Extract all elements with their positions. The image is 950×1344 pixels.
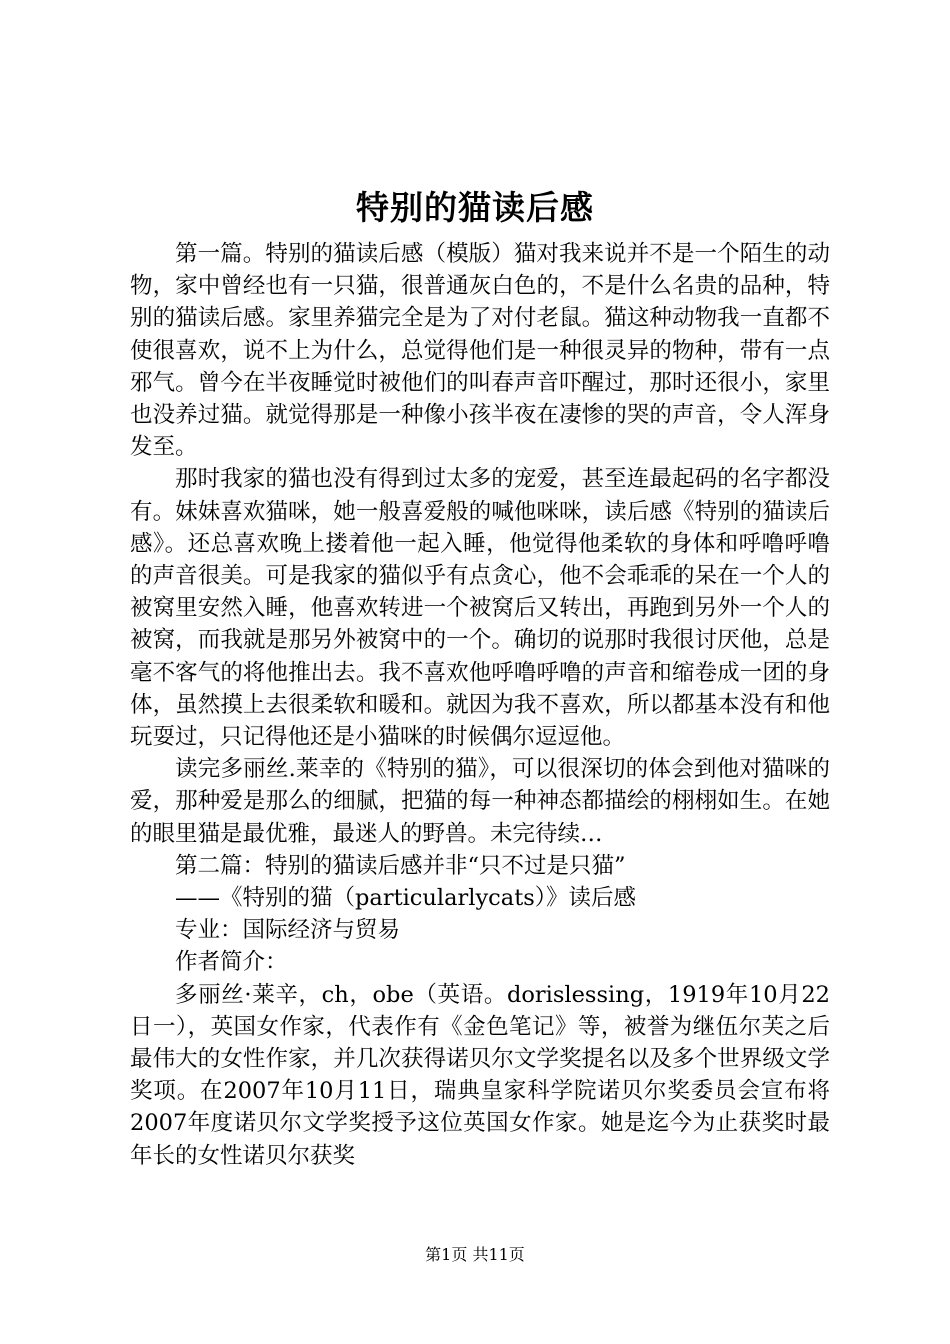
paragraph-2: 那时我家的猫也没有得到过太多的宠爱，甚至连最起码的名字都没有。妹妹喜欢猫咪，她一般喜爱般的喊他咪咪，读后感《特别的猫读后感》。还总喜欢晚上搂着他一起入睡，他觉得他柔软的身体和呼噜呼噜的声音很美。可是我家的猫似乎有点贪心，他不会乖乖的呆在一个人的被窝里安然入睡，他喜欢转进一个被窝后又转出，再跑到另外一个人的被窝，而我就是那另外被窝中的一个。确切的说那时我很讨厌他，总是毫不客气的将他推出去。我不喜欢他呼噜呼噜的声音和缩卷成一团的身体，虽然摸上去很柔软和暖和。就因为我不喜欢，所以都基本没有和他玩耍过，只记得他还是小猫咪的时候偶尔逗逗他。	[130, 466, 830, 751]
author-intro-heading: 作者简介：	[175, 949, 288, 976]
paragraph-1: 第一篇。特别的猫读后感（模版）猫对我来说并不是一个陌生的动物，家中曾经也有一只猫，很普通灰白色的，不是什么名贵的品种，特别的猫读后感。家里养猫完全是为了对付老鼠。猫这种动物我一直都不使很喜欢，说不上为什么，总觉得他们是一种很灵异的物种，带有一点邪气。曾今在半夜睡觉时被他们的叫春声音吓醒过，那时还很小，家里也没养过猫。就觉得那是一种像小孩半夜在凄惨的哭的声音，令人浑身发至。	[130, 241, 830, 461]
document-title: 特别的猫读后感	[356, 188, 594, 227]
section-heading: 第二篇：特别的猫读后感并非“只不过是只猫”	[175, 852, 626, 879]
section-subtitle: ——《特别的猫（particularlycats）》读后感	[175, 885, 637, 912]
paragraph-3: 读完多丽丝.莱幸的《特别的猫》，可以很深切的体会到他对猫咪的爱，那种爱是那么的细腻，把猫的每一种神态都描绘的栩栩如生。在她的眼里猫是最优雅，最迷人的野兽。未完待续…	[130, 756, 830, 847]
document-body	[130, 238, 830, 1172]
major-line: 专业：国际经济与贸易	[175, 917, 401, 944]
page-footer: 第1页 共11页	[425, 1245, 525, 1264]
author-intro-paragraph: 多丽丝·莱辛，ch，obe（英语。dorislessing，1919年10月22日一），英国女作家，代表作有《金色笔记》等，被誉为继伍尔芙之后最伟大的女性作家，并几次获得诺贝尔文学奖提名以及多个世界级文学奖项。在2007年10月11日，瑞典皇家科学院诺贝尔奖委员会宣布将2007年度诺贝尔文学奖授予这位英国女作家。她是迄今为止获奖时最年长的女性诺贝尔获奖	[130, 981, 830, 1169]
